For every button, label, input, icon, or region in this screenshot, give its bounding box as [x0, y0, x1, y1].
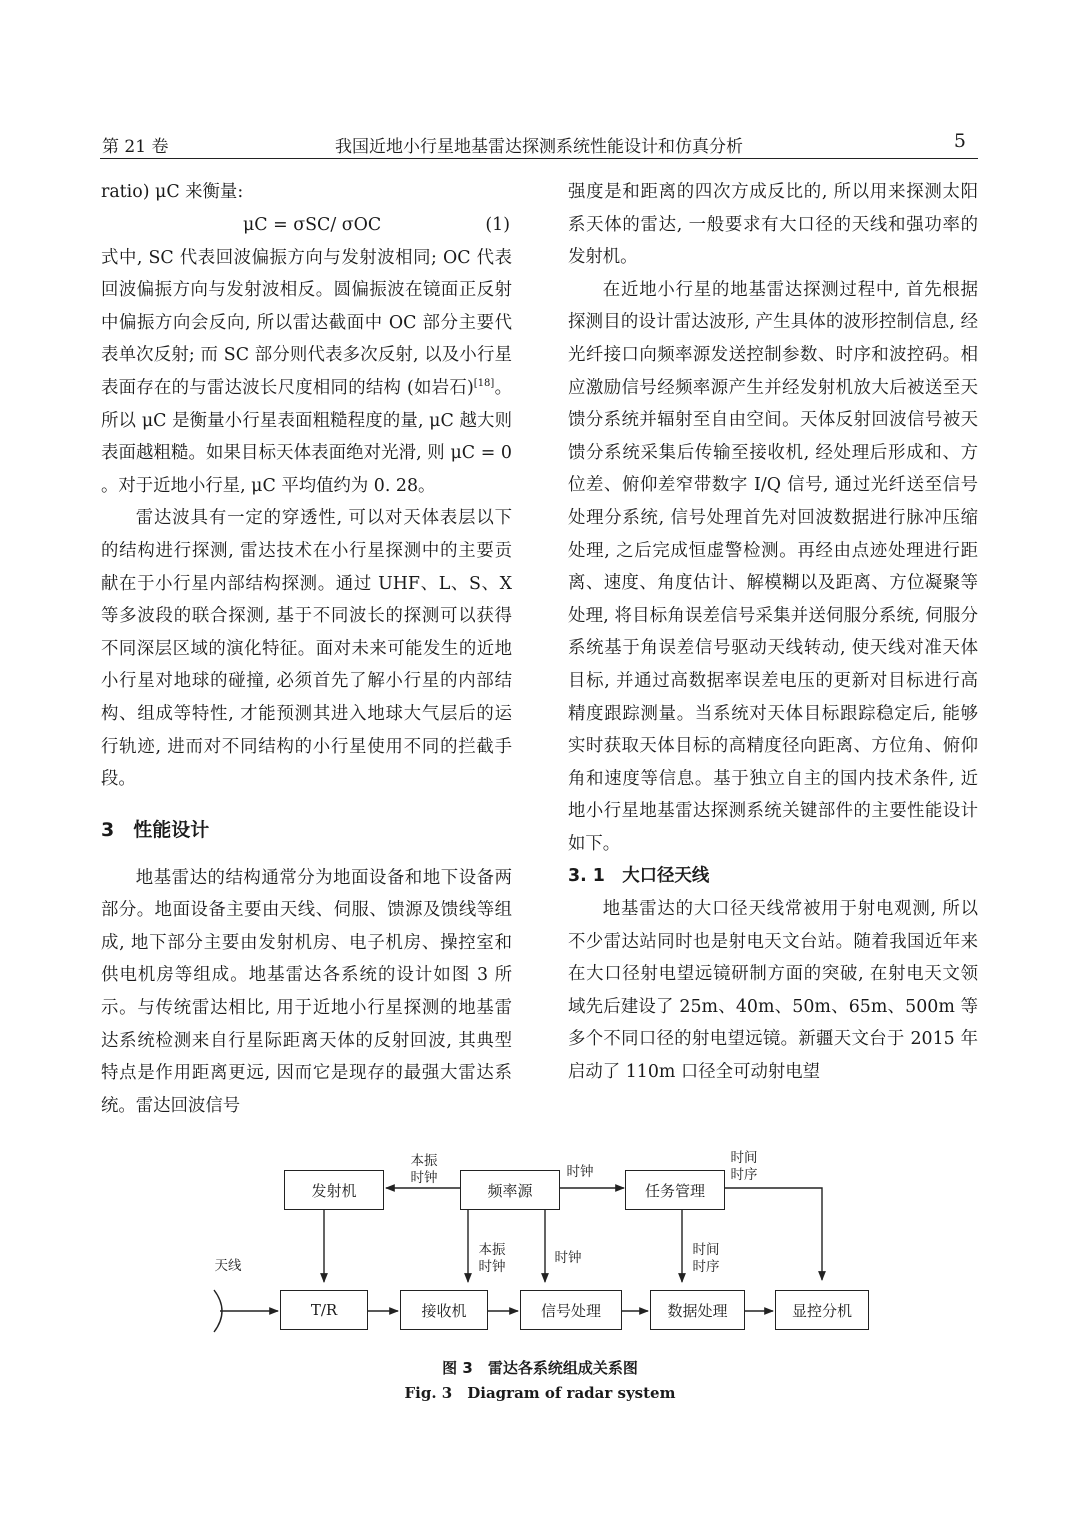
signal-processing-box: 信号处理 [520, 1290, 622, 1330]
timing-mid-label [684, 1242, 728, 1276]
data-processing-box: 数据处理 [650, 1290, 745, 1330]
right-column [568, 176, 978, 1089]
equation-1 [101, 209, 512, 242]
display-control-box: 显控分机 [775, 1290, 869, 1330]
equation-number: (1) [485, 214, 510, 235]
paragraph-intro: ratio) μC 来衡量: [101, 182, 244, 202]
paragraph-penetration: 雷达波具有一定的穿透性, 可以对天体表层以下的结构进行探测, 雷达技术在小行星探测中的主要贡献在于小行星内部结构探测。通过 UHF、L、S、X 等多波段的联合探测, 基于不同波长的探测可以获得不同深层区域的演化特征。面对未来可能发生的近地小行星对地球的碰撞, 必须首先了解小行星的内部结构、组成等特性, 才能预测其进入地球大气层后的运行轨迹, 进而对不同结构的小行星使用不同的拦截手段。 [101, 508, 512, 790]
running-title: 我国近地小行星地基雷达探测系统性能设计和仿真分析 [335, 137, 743, 157]
label-line: 时序 [730, 1167, 758, 1183]
figure-caption-en: Fig. 3 Diagram of radar system [404, 1384, 676, 1402]
task-management-box: 任务管理 [625, 1170, 725, 1210]
tr-box: T/R [280, 1290, 368, 1330]
label-line: 时间 [730, 1150, 758, 1166]
lo-clock-mid-label [470, 1242, 514, 1276]
clock-top-label: 时钟 [566, 1164, 594, 1180]
section-heading: 3 性能设计 [101, 818, 210, 841]
running-header [100, 128, 978, 159]
label-line: 时间 [692, 1242, 720, 1258]
timing-top-label [720, 1150, 768, 1184]
clock-mid-label: 时钟 [554, 1250, 582, 1266]
figure-caption-cn: 图 3 雷达各系统组成关系图 [442, 1359, 638, 1377]
figure-3-diagram [200, 1148, 900, 1358]
equation-body: μC = σSC/ σOC [243, 214, 382, 235]
label-line: 时序 [692, 1259, 720, 1275]
subsection-heading: 3. 1 大口径天线 [568, 866, 710, 887]
paragraph-antenna: 地基雷达的大口径天线常被用于射电观测, 所以不少雷达站同时也是射电天文台站。随着我国近年来在大口径射电望远镜研制方面的突破, 在射电天文领域先后建设了 25m、40m、50m、65m、500m 等多个不同口径的射电望远镜。新疆天文台于 2015 年启动了 110m 口径全可动射电望 [568, 899, 978, 1083]
page-number: 5 [953, 130, 966, 152]
label-line: 本振 [478, 1242, 506, 1258]
paragraph-polarization [101, 242, 512, 503]
lo-clock-top-label [400, 1153, 448, 1187]
paragraph-text: 。所以 μC 是衡量小行星表面粗糙程度的量, μC 越大则表面越粗糙。如果目标天体表面绝对光滑, 则 μC = 0 。对于近地小行星, μC 平均值约为 0. 28。 [101, 377, 512, 496]
label-line: 时钟 [410, 1170, 438, 1186]
paragraph-text: 式中, SC 代表回波偏振方向与发射波相同; OC 代表回波偏振方向与发射波相反。圆偏振波在镜面正反射中偏振方向会反向, 所以雷达截面中 OC 部分主要代表单次反射; 而 SC 部分则代表多次反射, 以及小行星表面存在的与雷达波长尺度相同的结构 (如岩石) [101, 247, 512, 398]
arrow-task-to-display [725, 1188, 822, 1280]
citation-ref: [18] [473, 378, 495, 390]
volume-label: 第 21 卷 [102, 137, 169, 157]
receiver-box: 接收机 [400, 1290, 488, 1330]
transmitter-box: 发射机 [284, 1170, 384, 1210]
frequency-source-box: 频率源 [460, 1170, 560, 1210]
paragraph-process: 在近地小行星的地基雷达探测过程中, 首先根据探测目的设计雷达波形, 产生具体的波形控制信息, 经光纤接口向频率源发送控制参数、时序和波控码。相应激励信号经频率源产生并经发射机放大后被送至天馈分系统并辐射至自由空间。天体反射回波信号被天馈分系统采集后传输至接收机, 经处理后形成和、方位差、俯仰差窄带数字 I/Q 信号, 通过光纤送至信号处理分系统, 信号处理首先对回波数据进行脉冲压缩处理, 之后完成恒虚警检测。再经由点迹处理进行距离、速度、角度估计、解模糊以及距离、方位凝聚等处理, 将目标角误差信号采集并送伺服分系统, 伺服分系统基于角误差信号驱动天线转动, 使天线对准天体目标, 并通过高数据率误差电压的更新对目标进行高精度跟踪测量。当系统对天体目标跟踪稳定后, 能够实时获取天体目标的高精度径向距离、方位角、俯仰角和速度等信息。基于独立自主的国内技术条件, 近地小行星地基雷达探测系统关键部件的主要性能设计如下。 [568, 279, 978, 854]
paragraph-structure: 地基雷达的结构通常分为地面设备和地下设备两部分。地面设备主要由天线、伺服、馈源及馈线等组成, 地下部分主要由发射机房、电子机房、操控室和供电机房等组成。地基雷达各系统的设计如图 3 所示。与传统雷达相比, 用于近地小行星探测的地基雷达系统检测来自行星际距离天体的反射回波, 其典型特点是作用距离更远, 因而它是现存的最强大雷达系统。雷达回波信号 [101, 867, 512, 1116]
left-column [101, 176, 512, 1122]
paragraph-continuation: 强度是和距离的四次方成反比的, 所以用来探测太阳系天体的雷达, 一般要求有大口径的天线和强功率的发射机。 [568, 182, 978, 268]
antenna-label: 天线 [214, 1258, 242, 1274]
label-line: 时钟 [478, 1259, 506, 1275]
label-line: 本振 [410, 1153, 438, 1169]
